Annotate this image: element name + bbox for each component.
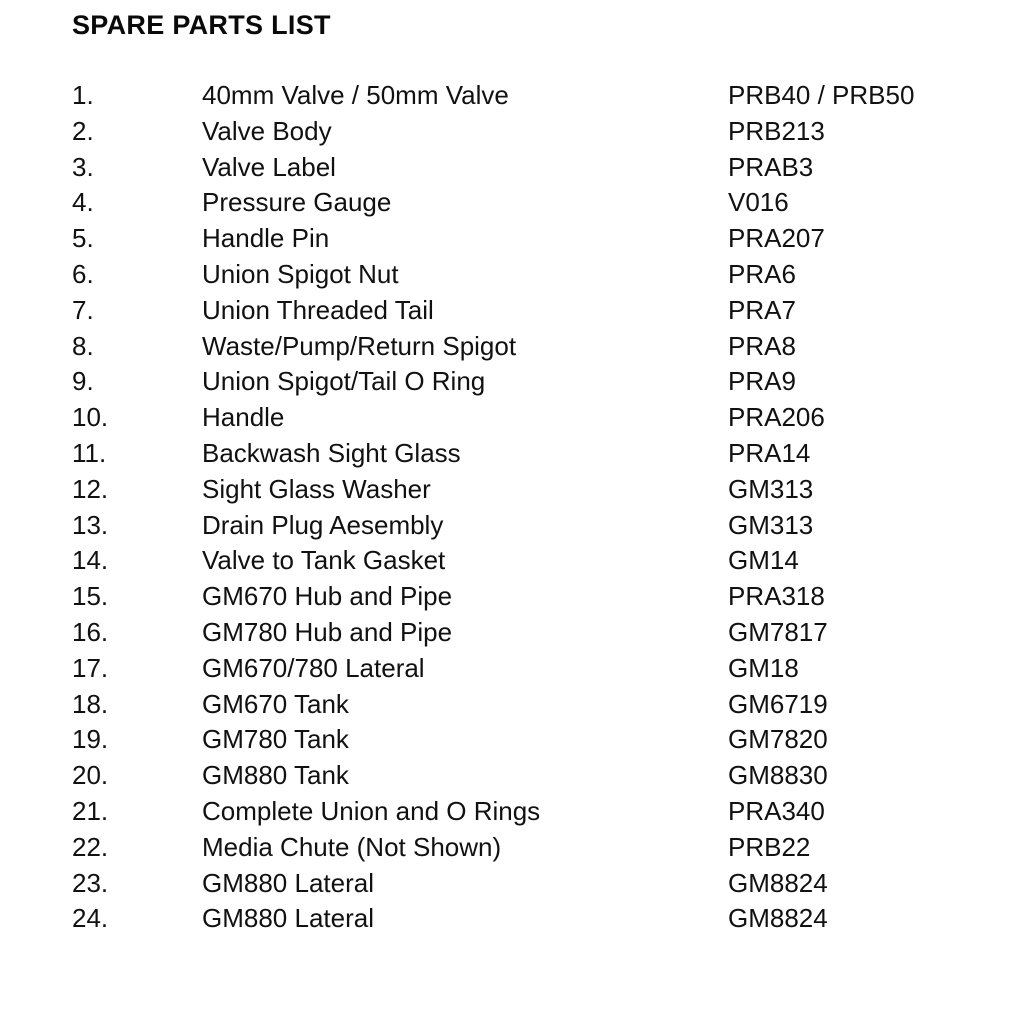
part-description: GM780 Hub and Pipe (202, 616, 453, 647)
parts-row (72, 543, 972, 579)
parts-row (72, 472, 972, 508)
part-number: 17. (72, 652, 109, 683)
part-number: 8. (72, 330, 94, 361)
part-number: 2. (72, 115, 94, 146)
part-number: 22. (72, 831, 109, 862)
part-description: Valve to Tank Gasket (202, 545, 446, 576)
part-code: PRA206 (728, 402, 825, 433)
part-number: 12. (72, 473, 109, 504)
parts-row (72, 257, 972, 293)
part-description: GM880 Tank (202, 760, 349, 791)
part-code: GM14 (728, 545, 799, 576)
parts-row (72, 436, 972, 472)
part-number: 9. (72, 366, 94, 397)
part-code: PRB22 (728, 831, 811, 862)
parts-row (72, 651, 972, 687)
part-number: 24. (72, 903, 109, 934)
part-code: PRA318 (728, 581, 825, 612)
parts-row (72, 293, 972, 329)
part-description: Valve Body (202, 115, 332, 146)
parts-row (72, 221, 972, 257)
parts-row (72, 78, 972, 114)
part-number: 4. (72, 187, 94, 218)
part-code: GM313 (728, 509, 814, 540)
part-code: PRA207 (728, 223, 825, 254)
part-description: Valve Label (202, 151, 336, 182)
part-description: Backwash Sight Glass (202, 437, 461, 468)
part-description: Complete Union and O Rings (202, 795, 541, 826)
part-code: PRB40 / PRB50 (728, 80, 915, 110)
part-number: 23. (72, 867, 109, 898)
part-description: GM880 Lateral (202, 867, 374, 898)
parts-row (72, 185, 972, 221)
parts-row (72, 615, 972, 651)
part-number: 18. (72, 688, 109, 719)
part-number: 21. (72, 795, 109, 826)
parts-row (72, 400, 972, 436)
part-number: 6. (72, 258, 94, 289)
part-number: 7. (72, 294, 94, 325)
part-description: GM880 Lateral (202, 903, 374, 934)
parts-row (72, 830, 972, 866)
part-description: Union Threaded Tail (202, 294, 434, 325)
parts-row (72, 687, 972, 723)
part-description: Handle (202, 402, 285, 433)
part-description: GM780 Tank (202, 724, 349, 755)
parts-row (72, 364, 972, 400)
part-description: Union Spigot Nut (202, 258, 399, 289)
page-title: SPARE PARTS LIST (72, 10, 331, 40)
part-number: 14. (72, 545, 109, 576)
part-number: 10. (72, 402, 109, 433)
part-code: GM18 (728, 652, 799, 683)
part-description: Handle Pin (202, 223, 330, 254)
parts-row (72, 579, 972, 615)
part-code: PRA7 (728, 294, 796, 325)
part-code: GM313 (728, 473, 814, 504)
part-description: Drain Plug Aesembly (202, 509, 444, 540)
parts-row (72, 508, 972, 544)
part-description: GM670 Hub and Pipe (202, 581, 453, 612)
parts-list (72, 78, 972, 937)
part-code: GM6719 (728, 688, 828, 719)
part-number: 15. (72, 581, 109, 612)
parts-row (72, 866, 972, 902)
part-number: 5. (72, 223, 94, 254)
parts-row (72, 758, 972, 794)
part-code: PRAB3 (728, 151, 814, 182)
parts-row (72, 901, 972, 937)
part-code: PRA340 (728, 795, 825, 826)
part-code: V016 (728, 187, 789, 218)
part-number: 20. (72, 760, 109, 791)
parts-row (72, 114, 972, 150)
part-number: 11. (72, 437, 107, 468)
part-number: 1. (72, 80, 94, 110)
part-description: Pressure Gauge (202, 187, 392, 218)
part-description: Media Chute (Not Shown) (202, 831, 502, 862)
part-code: PRA8 (728, 330, 796, 361)
part-number: 19. (72, 724, 109, 755)
part-description: 40mm Valve / 50mm Valve (202, 80, 509, 110)
part-description: Waste/Pump/Return Spigot (202, 330, 517, 361)
part-code: GM8830 (728, 760, 828, 791)
part-code: PRB213 (728, 115, 825, 146)
part-description: Sight Glass Washer (202, 473, 431, 504)
parts-row (72, 329, 972, 365)
part-description: GM670/780 Lateral (202, 652, 425, 683)
parts-row (72, 150, 972, 186)
part-code: PRA14 (728, 437, 811, 468)
part-description: Union Spigot/Tail O Ring (202, 366, 486, 397)
part-description: GM670 Tank (202, 688, 349, 719)
part-number: 13. (72, 509, 109, 540)
parts-row (72, 722, 972, 758)
part-code: GM8824 (728, 867, 828, 898)
part-number: 16. (72, 616, 109, 647)
part-code: GM8824 (728, 903, 828, 934)
parts-row (72, 794, 972, 830)
part-code: GM7817 (728, 616, 828, 647)
part-code: PRA9 (728, 366, 796, 397)
part-number: 3. (72, 151, 94, 182)
part-code: GM7820 (728, 724, 828, 755)
part-code: PRA6 (728, 258, 796, 289)
